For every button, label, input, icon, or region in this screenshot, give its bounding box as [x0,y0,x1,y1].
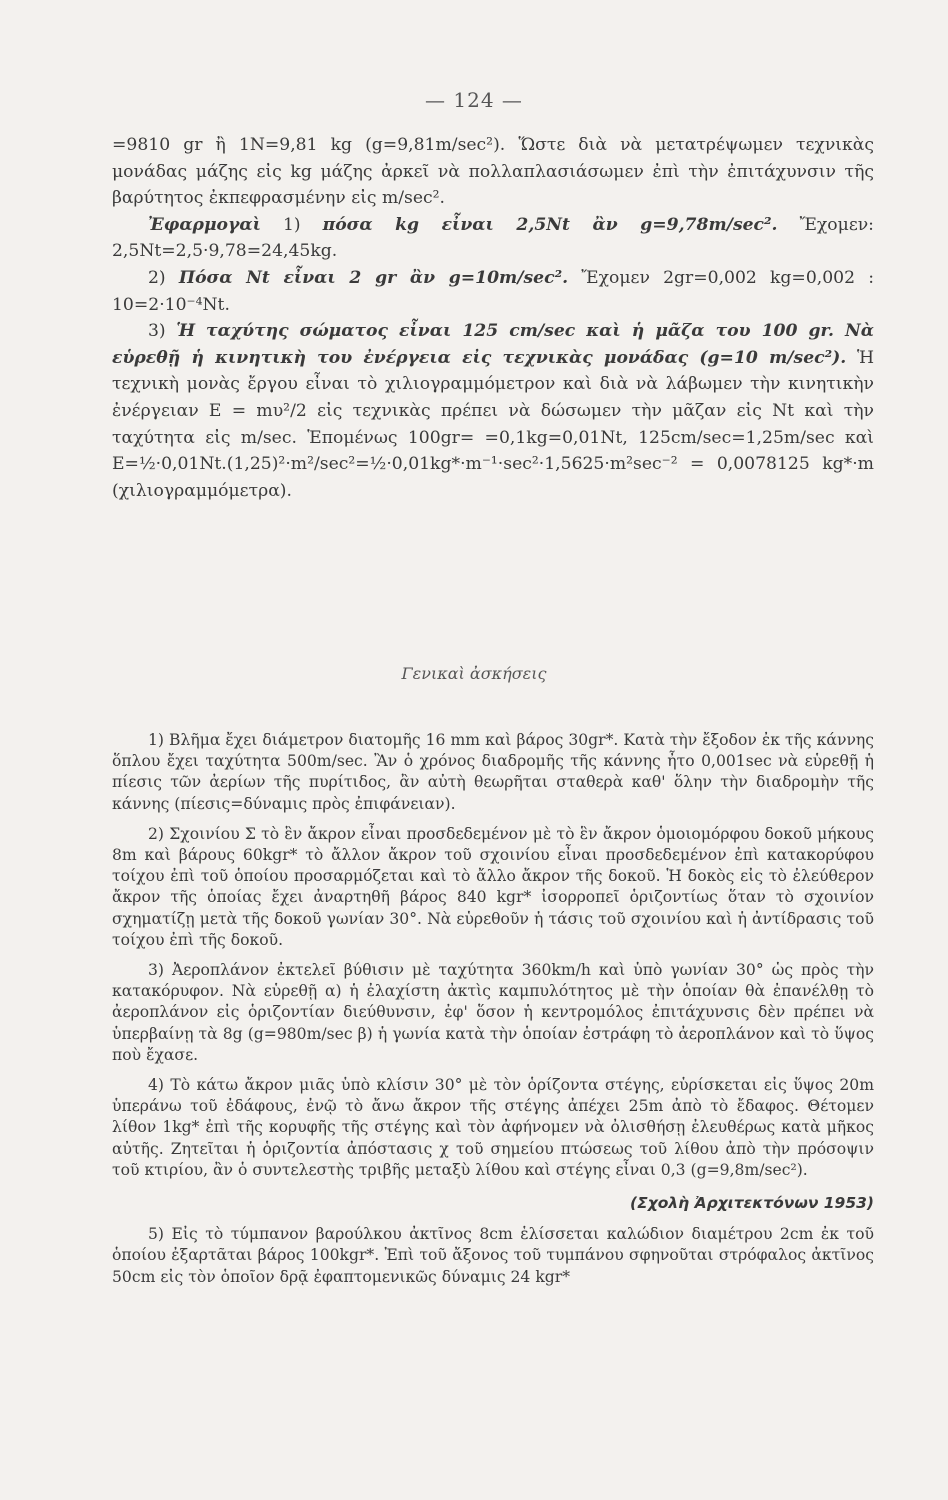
page-number: — 124 — [425,88,523,112]
exercises-heading: Γενικαὶ ἀσκήσεις [401,664,547,683]
exercise-5: 5) Εἰς τὸ τύμπανον βαρούλκου ἀκτῖνος 8cm ἑλίσσεται καλώδιον διαμέτρου 2cm ἐκ τοῦ ὁποίου ἐξαρτᾶται βάρος 100kgr*. Ἐπὶ τοῦ ἄξονος τοῦ τυμπάνου σφηνοῦται στρόφαλος ἀκτῖνος 50cm εἰς τὸν ὁποῖον δρᾷ ἐφαπτομενικῶς δύναμις 24 kgr* [112,1225,874,1286]
application-2-number: 2) [148,267,166,288]
exercise-4: 4) Τὸ κάτω ἄκρον μιᾶς ὑπὸ κλίσιν 30° μὲ τὸν ὁρίζοντα στέγης, εὑρίσκεται εἰς ὕψος 20m ὑπεράνω τοῦ ἐδάφους, ἐνῷ τὸ ἄνω ἄκρον τῆς στέγης ἀπέχει 25m ἀπὸ τὸ ἔδαφος. Θέτομεν λίθον 1kg* ἐπὶ τῆς κορυφῆς τῆς στέγης καὶ τὸν ἀφήνομεν νὰ ὀλισθήσῃ ἐλευθέρως κατὰ μῆκος αὐτῆς. Ζητεῖται ἡ ὁριζοντία ἀπόστασις χ τοῦ σημείου πτώσεως τοῦ λίθου ἀπὸ τὴν πρόσοψιν τοῦ κτιρίου, ἂν ὁ συντελεστὴς τριβῆς μεταξὺ λίθου καὶ στέγης εἶναι 0,3 (g=9,8m/sec²). [112,1076,874,1179]
application-2-answer: Ἔχομεν 2gr=0,002 kg=0,002 : 10=2·10⁻⁴Nt. [112,267,874,315]
exercise-2: 2) Σχοινίου Σ τὸ ἓν ἄκρον εἶναι προσδεδεμένον μὲ τὸ ἓν ἄκρον ὁμοιομόρφου δοκοῦ μήκους 8m καὶ βάρους 60kgr* τὸ ἄλλον ἄκρον τοῦ σχοινίου εἶναι προσδεδεμένον ἐπὶ κατακορύφου τοίχου ἐπὶ τοῦ ὁποίου προσαρμόζεται καὶ τὸ ἄλλο ἄκρον τῆς δοκοῦ. Ἡ δοκὸς εἰς τὸ ἐλεύθερον ἄκρον τῆς ὁποίας ἔχει ἀναρτηθῆ βάρος 840 kgr* ἰσορροπεῖ ὁριζοντίως ὅταν τὸ σχοινίον σχηματίζῃ μετὰ τῆς δοκοῦ γωνίαν 30°. Νὰ εὑρεθοῦν ἡ τάσις τοῦ σχοινίου καὶ ἡ ἀντίδρασις τοῦ τοίχου ἐπὶ τῆς δοκοῦ. [112,824,874,949]
exercise-3: 3) Ἀεροπλάνον ἐκτελεῖ βύθισιν μὲ ταχύτητα 360km/h καὶ ὑπὸ γωνίαν 30° ὡς πρὸς τὴν κατακόρυφον. Νὰ εὑρεθῇ α) ἡ ἐλαχίστη ἀκτὶς καμπυλότητος μὲ τὴν ὁποίαν θὰ ἐπανέλθῃ τὸ ἀεροπλάνον εἰς ὁριζοντίαν διεύθυνσιν, ἐφ' ὅσον ἡ κεντρομόλος ἐπιτάχυνσις δὲν πρέπει νὰ ὑπερβαίνῃ τὰ 8g (g=980m/sec β) ἡ γωνία κατὰ τὴν ὁποίαν ἐστράφη τὸ ἀεροπλάνον καὶ τὸ ὕψος ποὺ ἔχασε. [112,961,874,1064]
application-3-answer: Ἡ τεχνικὴ μονὰς ἔργου εἶναι τὸ χιλιογραμμόμετρον καὶ διὰ νὰ λάβωμεν τὴν κινητικὴν ἐνέργειαν E = mυ²/2 εἰς τεχνικὰς πρέπει νὰ δώσωμεν τὴν μᾶζαν εἰς Nt καὶ τὴν ταχύτητα εἰς m/sec. Ἑπομένως 100gr= =0,1kg=0,01Nt, 125cm/sec=1,25m/sec καὶ E=½·0,01Nt.(1,25)²·m²/sec²=½·0,01kg*·m⁻¹·sec²·1,5625·m²sec⁻² = 0,0078125 kg*·m (χιλιογραμμόμετρα). [112,347,875,501]
applications-lead: Ἐφαρμογαὶ [148,214,261,235]
application-1 [112,212,874,265]
application-3-question: Ἡ ταχύτης σώματος εἶναι 125 cm/sec καὶ ἡ μᾶζα του 100 gr. Νὰ εὑρεθῇ ἡ κινητικὴ του ἐνέργεια εἰς τεχνικὰς μονάδας (g=10 m/sec²). [112,321,874,368]
exercise-4-source: (Σχολὴ Ἀρχιτεκτόνων 1953) [630,1194,874,1213]
exercises-section [112,730,874,1297]
application-3-number: 3) [148,321,166,342]
application-1-answer: Ἔχομεν: 2,5Nt=2,5·9,78=24,45kg. [112,214,874,262]
application-1-question: πόσα kg εἶναι 2,5Nt ἂν g=9,78m/sec². [322,214,778,235]
exercise-1: 1) Βλῆμα ἔχει διάμετρον διατομῆς 16 mm καὶ βάρος 30gr*. Κατὰ τὴν ἔξοδον ἐκ τῆς κάννης ὅπλου ἔχει ταχύτητα 500m/sec. Ἂν ὁ χρόνος διαδρομῆς τῆς κάννης ἦτο 0,001sec νὰ εὑρεθῇ ἡ πίεσις τῶν ἀερίων τῆς πυρίτιδος, ἂν αὐτὴ θεωρῆται σταθερὰ καθ' ὅλην τὴν διαδρομὴν τῆς κάννης (πίεσις=δύναμις πρὸς ἐπιφάνειαν). [112,731,874,813]
application-2 [112,265,874,318]
worked-examples-section [112,132,874,504]
application-1-number: 1) [282,214,301,235]
application-2-question: Πόσα Nt εἶναι 2 gr ἂν g=10m/sec². [178,267,569,288]
application-3 [112,318,874,504]
paragraph-units: =9810 gr ἢ 1N=9,81 kg (g=9,81m/sec²). Ὥστε διὰ νὰ μετατρέψωμεν τεχνικὰς μονάδας μάζης εἰς kg μάζης ἀρκεῖ νὰ πολλαπλασιάσωμεν ἐπὶ τὴν ἐπιτάχυνσιν τῆς βαρύτητος ἐκπεφρασμένην εἰς m/sec². [112,135,874,209]
